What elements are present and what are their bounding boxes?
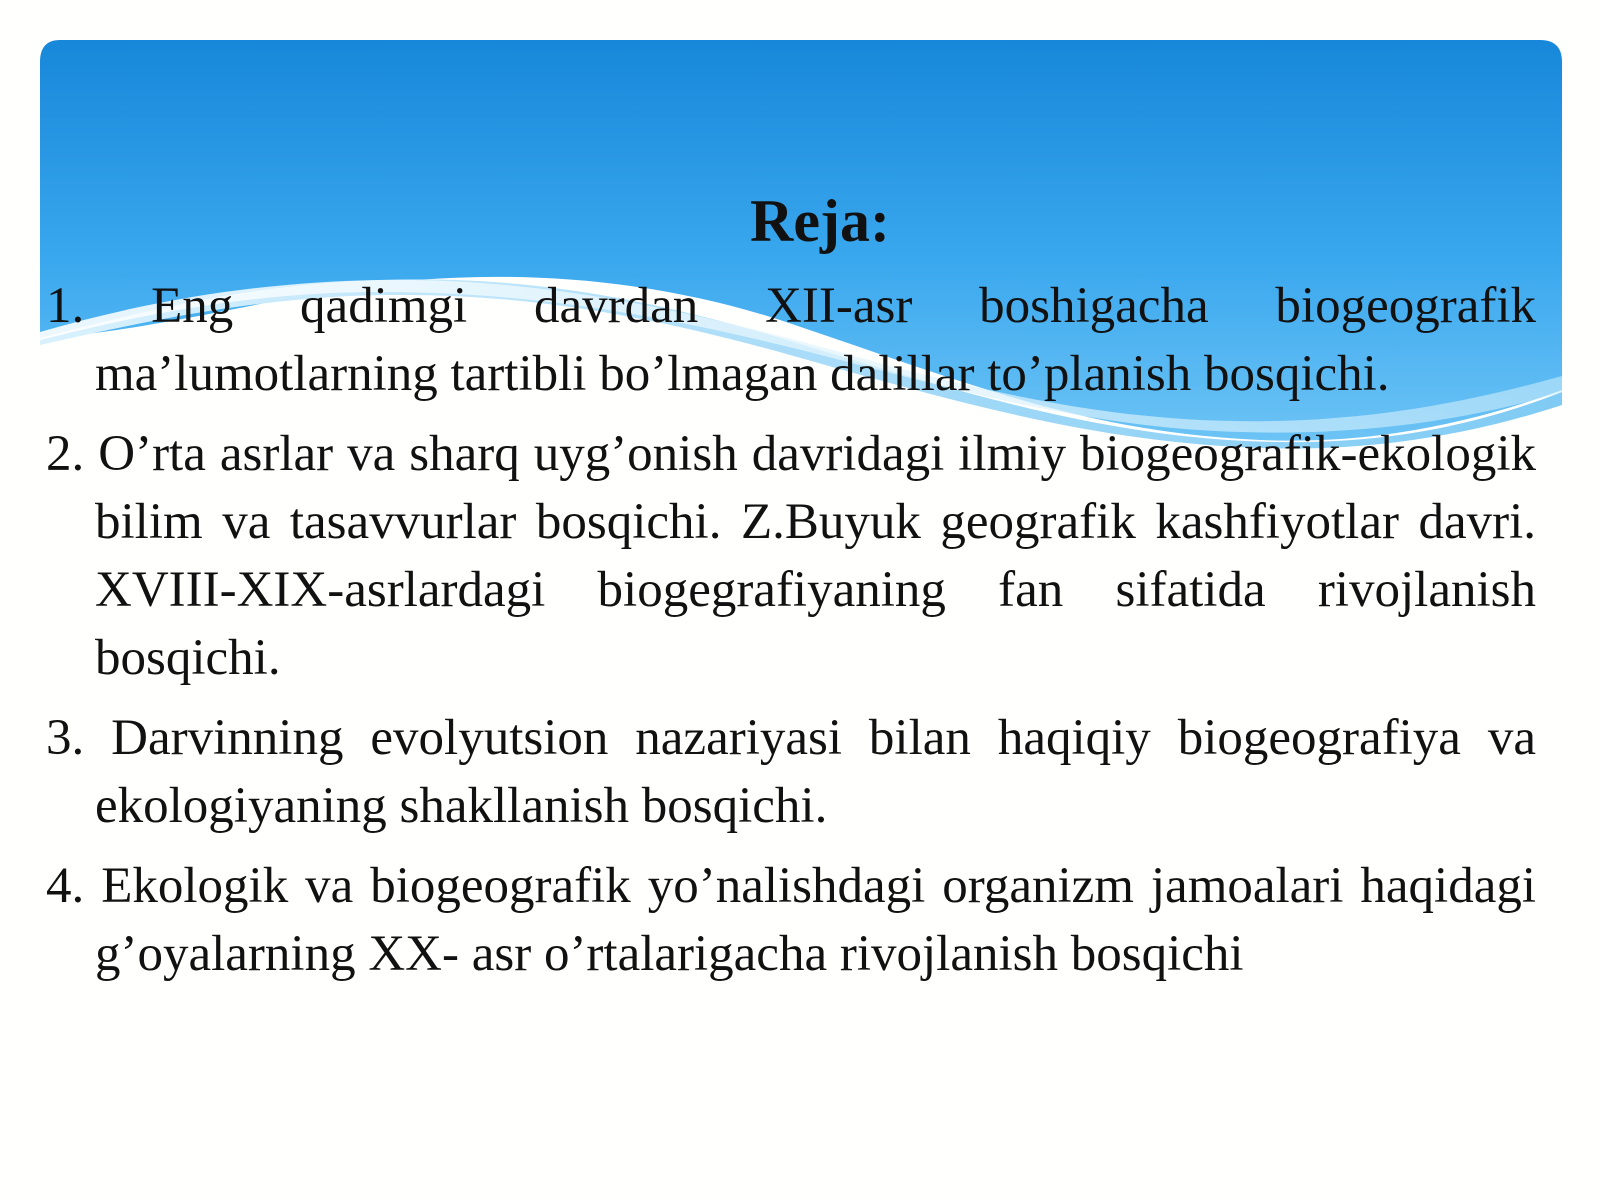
item-number: 4. xyxy=(46,858,85,914)
item-text: Ekologik va biogeografik yo’nalishdagi organizm jamoalari haqidagi g’oyalarning XX- asr o’rtalarigacha rivojlanish bosqichi xyxy=(95,858,1537,982)
item-number: 2. xyxy=(46,426,85,482)
plan-item-2 xyxy=(46,420,1536,692)
plan-item-4 xyxy=(46,852,1536,988)
slide-title: Reja: xyxy=(750,188,890,254)
item-number: 1. xyxy=(46,278,85,334)
item-text: Eng qadimgi davrdan XII-asr boshigacha biogeografik ma’lumotlarning tartibli bo’lmagan dalillar to’planish bosqichi. xyxy=(95,278,1536,402)
plan-item-3 xyxy=(46,704,1536,840)
plan-item-1 xyxy=(46,272,1536,408)
plan-list xyxy=(46,272,1536,1000)
item-text: O’rta asrlar va sharq uyg’onish davridagi ilmiy biogeografik-ekologik bilim va tasavvurlar bosqichi. Z.Buyuk geografik kashfiyotlar davri. XVIII-XIX-asrlardagi biogegrafiyaning fan sifatida rivojlanish bosqichi. xyxy=(95,426,1536,686)
item-text: Darvinning evolyutsion nazariyasi bilan haqiqiy biogeografiya va ekologiyaning shakllanish bosqichi. xyxy=(95,710,1536,834)
item-number: 3. xyxy=(46,710,85,766)
